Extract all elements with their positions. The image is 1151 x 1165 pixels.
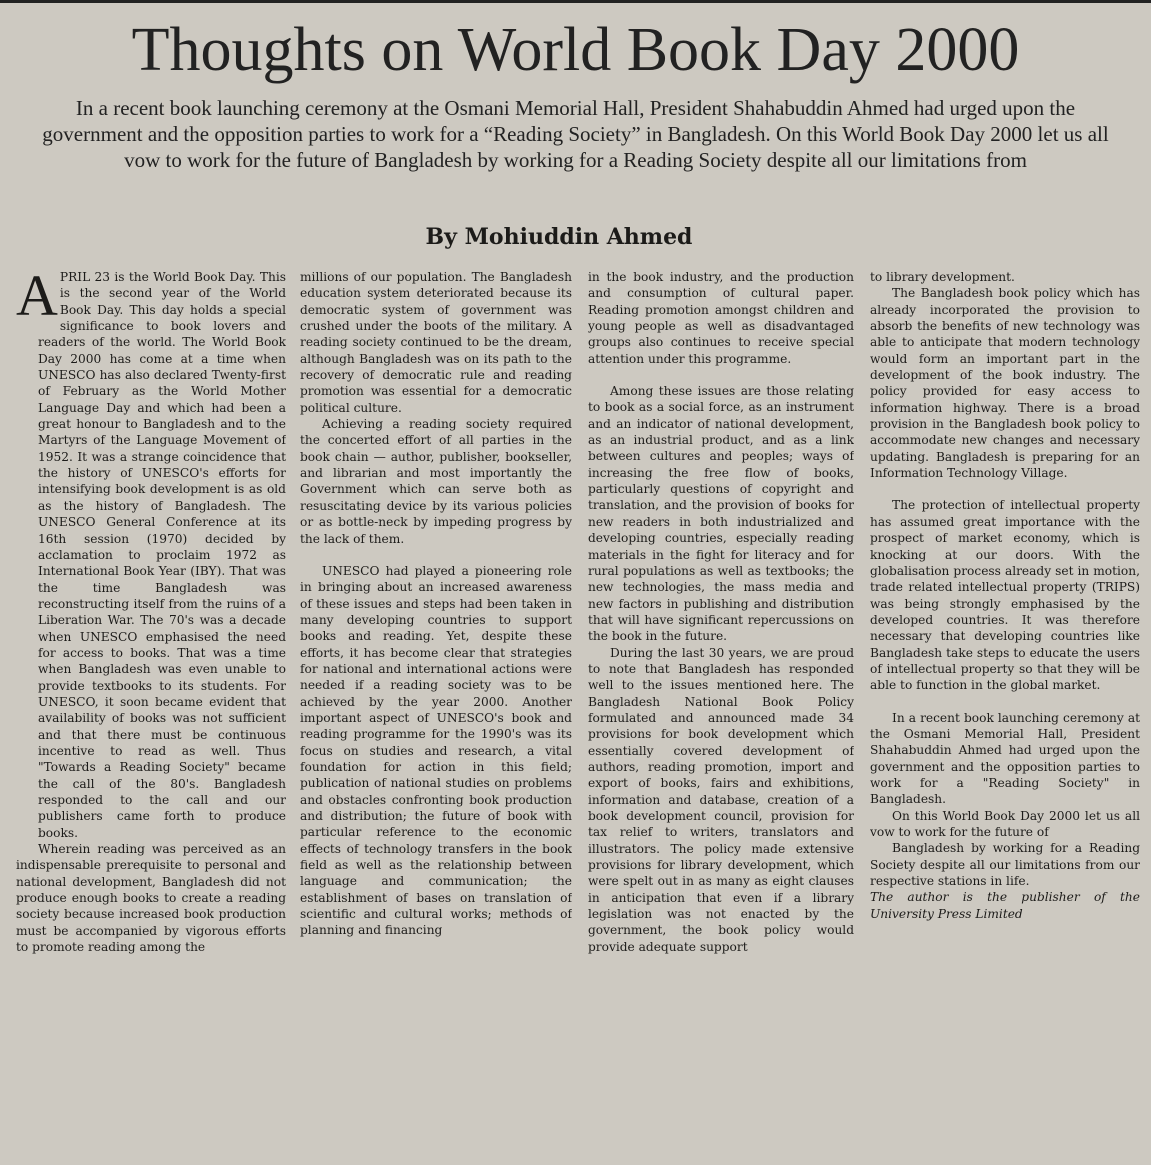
paragraph: Wherein reading was perceived as an indispensable prerequisite to personal and national development, Bangladesh did not produce enough books to create a reading society because increased book production must be accompanied by vigorous efforts to promote reading among the [16,842,286,955]
headline: Thoughts on World Book Day 2000 [131,16,1020,84]
paragraph: to library development. [870,270,1015,284]
column-4 [870,269,1140,1149]
column-2 [300,269,572,1149]
standfirst: In a recent book launching ceremony at the Osmani Memorial Hall, President Shahabuddin Ahmed had urged upon the government and the opposition parties to work for a “Reading Society” in Bangladesh. On this World Book Day 2000 let us all vow to work for the future of Bangladesh by working for a Reading Society despite all our limitations from [42,96,1109,172]
paragraph: millions of our population. The Bangladesh education system deteriorated because its democratic system of government was crushed under the boots of the military. A reading society continued to be the dream, although Bangladesh was on its path to the recovery of democratic rule and reading promotion was essential for a democratic political culture. [300,270,572,415]
paragraph: During the last 30 years, we are proud to note that Bangladesh has responded well to the issues mentioned here. The Bangladesh National Book Policy formulated and announced made 34 provisions for book development which essentially covered development of authors, reading promotion, import and export of books, fairs and exhibitions, information and database, creation of a book development council, provision for tax relief to writers, translators and illustrators. The policy made extensive provisions for library development, which were spelt out in as many as eight clauses in anticipation that even if a library legislation was not enacted by the government, the book policy would provide adequate support [588,645,854,954]
paragraph: in the book industry, and the production and consumption of cultural paper. Reading promotion amongst children and young people as well as disadvantaged groups also continues to receive special attention under this programme. [588,270,854,366]
paragraph: On this World Book Day 2000 let us all vow to work for the future of [870,808,1140,839]
paragraph: Among these issues are those relating to book as a social force, as an instrument and an indicator of national development, as an industrial product, and as a link between cultures and peoples; ways of increasing the free flow of books, particularly questions of copyright and translation, and the provision of books for new readers in both industrialized and developing countries, especially reading materials in the fight for literacy and for rural populations as well as textbooks; the new technologies, the mass media and new factors in publishing and distribution that will have significant repercussions on the book in the future. [588,384,854,644]
author-credit: The author is the publisher of the University Press Limited [870,890,1140,921]
paragraph: In a recent book launching ceremony at the Osmani Memorial Hall, President Shahabuddin Ahmed had urged upon the government and the opposition parties to work for a "Reading Society" in Bangladesh. [870,710,1140,807]
paragraph: Bangladesh by working for a Reading Society despite all our limitations from our respective stations in life. [870,841,1140,889]
drop-cap: A [16,269,58,328]
paragraph: APRIL 23 is the World Book Day. This is the second year of the World Book Day. This day holds a special significance to book lovers and readers of the world. The World Book Day 2000 has come at a time when UNESCO has also declared Twenty-first of February as the World Mother Language Day and which had been a great honour to Bangladesh and to the Martyrs of the Language Movement of 1952. It was a strange coincidence that the history of UNESCO's efforts for intensifying book development is as old as the history of Bangladesh. The UNESCO General Conference at its 16th session (1970) decided by acclamation to proclaim 1972 as International Book Year (IBY). That was the time Bangladesh was reconstructing itself from the ruins of a Liberation War. The 70's was a decade when UNESCO emphasised the need for access to books. That was a time when Bangladesh was even unable to provide textbooks to its students. For UNESCO, it soon became evident that availability of books was not sufficient and that there must be continuous incentive to read as well. Thus "Towards a Reading Society" became the call of the 80's. Bangladesh responded to the call and our publishers came forth to produce books. [16,269,286,840]
column-3 [588,269,854,1149]
paragraph: The Bangladesh book policy which has already incorporated the provision to absorb the benefits of new technology was able to anticipate that modern technology would form an important part in the development of the book industry. The policy provided for easy access to information highway. There is a broad provision in the Bangladesh book policy to accommodate new changes and necessary updating. Bangladesh is preparing for an Information Technology Village. [870,286,1140,481]
column-1 [16,269,286,1149]
paragraph: The protection of intellectual property has assumed great importance with the prospect of market economy, which is knocking at our doors. With the globalisation process already set in motion, trade related intellectual property (TRIPS) was being strongly emphasised by the developed countries. It was therefore necessary that developing countries like Bangladesh take steps to educate the users of intellectual property so that they will be able to function in the global market. [870,498,1140,693]
paragraph: UNESCO had played a pioneering role in bringing about an increased awareness of these issues and steps had been taken in many developing countries to support books and reading. Yet, despite these efforts, it has become clear that strategies for national and international actions were needed if a reading society was to be achieved by the year 2000. Another important aspect of UNESCO's book and reading programme for the 1990's was its focus on studies and research, a vital foundation for action in this field; publication of national studies on problems and obstacles confronting book production and distribution; the future of book with particular reference to the economic effects of technology transfers in the book field as well as the relationship between language and communication; the establishment of bases on translation of scientific and cultural works; methods of planning and financing [300,563,572,938]
byline: By Mohiuddin Ahmed [425,224,693,250]
paragraph: Achieving a reading society required the concerted effort of all parties in the book chain — author, publisher, bookseller, and librarian and most importantly the Government which can serve both as resuscitating device by its various policies or as bottle-neck by impeding progress by the lack of them. [300,417,572,546]
